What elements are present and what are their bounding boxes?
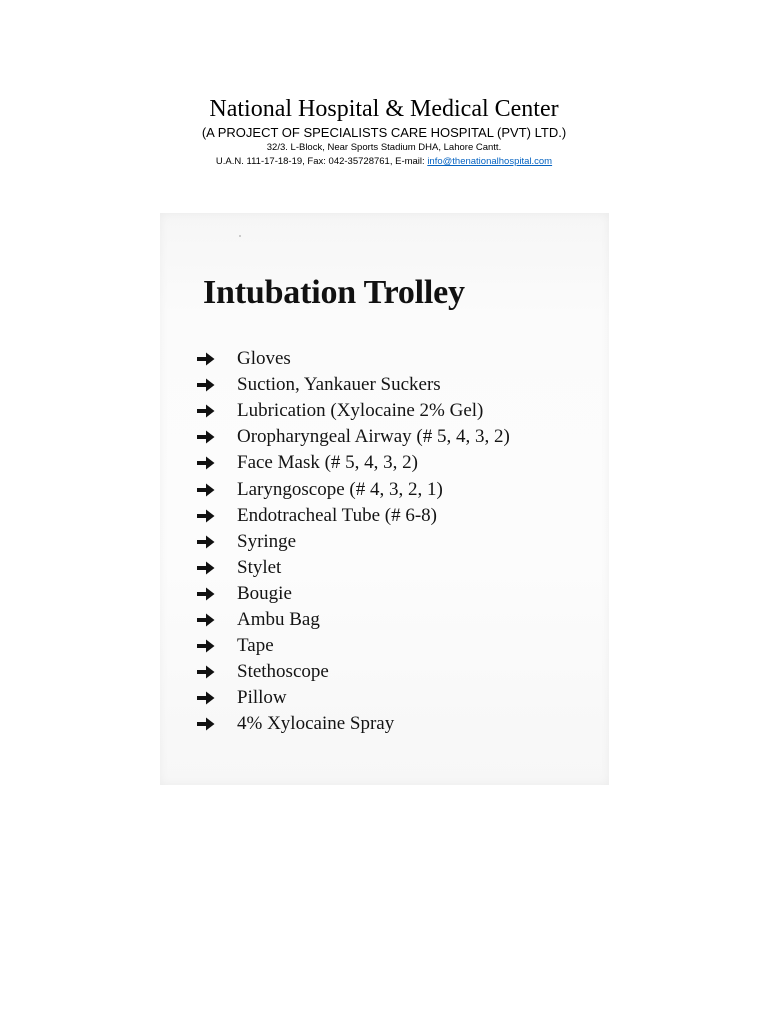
checklist-item [196,633,510,659]
right-arrow-icon [196,372,237,398]
right-arrow-icon [196,607,237,633]
checklist-item-label: Oropharyngeal Airway (# 5, 4, 3, 2) [237,426,510,448]
checklist-item-label: Tape [237,635,274,657]
checklist-item [196,398,510,424]
hospital-project-line: (A PROJECT OF SPECIALISTS CARE HOSPITAL (PVT) LTD.) [201,125,567,140]
checklist-item [196,346,510,372]
checklist-item-label: Lubrication (Xylocaine 2% Gel) [237,400,484,422]
checklist-item-label: Bougie [237,582,292,604]
right-arrow-icon [196,529,237,555]
email-link[interactable]: info@thenationalhospital.com [427,156,553,167]
right-arrow-icon [196,581,237,607]
right-arrow-icon [196,503,237,529]
checklist-item [196,581,510,607]
checklist-item [196,529,510,555]
right-arrow-icon [196,424,237,450]
checklist-title: Intubation Trolley [203,274,465,311]
right-arrow-icon [196,633,237,659]
checklist-item-label: Suction, Yankauer Suckers [237,374,441,396]
right-arrow-icon [196,346,237,372]
checklist-item-label: Stethoscope [237,661,329,683]
checklist [196,346,510,737]
checklist-item-label: Ambu Bag [237,608,320,630]
checklist-item [196,659,510,685]
right-arrow-icon [196,685,237,711]
checklist-item-label: Syringe [237,530,297,552]
right-arrow-icon [196,711,237,737]
checklist-item-label: Endotracheal Tube (# 6-8) [237,504,437,526]
checklist-item [196,450,510,476]
right-arrow-icon [196,659,237,685]
hospital-contact-line [0,155,768,169]
checklist-item [196,424,510,450]
hospital-name: National Hospital & Medical Center [209,96,559,122]
checklist-item-label: Gloves [237,348,291,370]
contact-text: U.A.N. 111-17-18-19, Fax: 042-35728761, E-mail: [215,156,428,167]
checklist-item-label: Stylet [237,556,282,578]
right-arrow-icon [196,398,237,424]
checklist-item [196,711,510,737]
checklist-item-label: Face Mask (# 5, 4, 3, 2) [237,452,418,474]
checklist-item [196,503,510,529]
checklist-item-label: Laryngoscope (# 4, 3, 2, 1) [237,478,443,500]
right-arrow-icon [196,477,237,503]
letterhead [0,94,768,169]
right-arrow-icon [196,555,237,581]
checklist-item [196,685,510,711]
checklist-item [196,555,510,581]
checklist-item [196,607,510,633]
checklist-item [196,372,510,398]
checklist-item [196,476,510,502]
right-arrow-icon [196,450,237,476]
hospital-address: 32/3. L-Block, Near Sports Stadium DHA, Lahore Cantt. [266,142,502,153]
scan-speck [239,235,241,237]
scanned-checklist-image [160,213,609,785]
checklist-item-label: Pillow [237,687,287,709]
checklist-item-label: 4% Xylocaine Spray [237,713,395,735]
